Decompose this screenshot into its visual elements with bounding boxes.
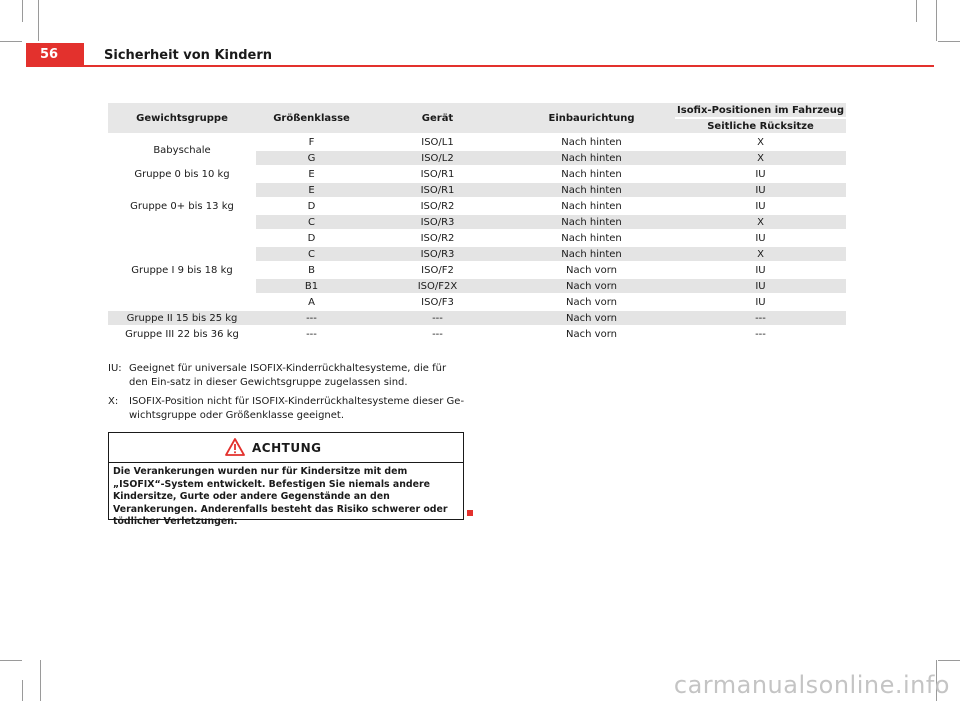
group-cell: Gruppe 0+ bis 13 kg [108, 183, 256, 229]
device-cell: ISO/R2 [367, 231, 508, 245]
warning-text: Die Verankerungen wurden nur für Kindersitze mit dem „ISOFIX“-System entwickelt. Befestigen Sie niemals andere Kindersitze, Gurte oder andere Gegenstände an den Verankerungen. Anderenfalls besteht das Risiko schwerer oder tödlicher Verletzungen. [113, 466, 448, 527]
device-cell: --- [367, 327, 508, 341]
header-isofix-positions: Isofix-Positionen im Fahrzeug [675, 103, 846, 117]
note-key: X: [108, 396, 119, 407]
direction-cell: Nach vorn [508, 295, 675, 309]
position-cell: X [675, 215, 846, 229]
size-cell: C [256, 215, 367, 229]
size-cell: B [256, 263, 367, 277]
warning-title: ACHTUNG [252, 441, 322, 455]
crop-mark [936, 0, 937, 41]
page-title: Sicherheit von Kindern [104, 48, 273, 63]
position-cell: IU [675, 167, 846, 181]
position-cell: IU [675, 263, 846, 277]
position-cell: IU [675, 295, 846, 309]
group-cell: Gruppe III 22 bis 36 kg [108, 327, 256, 341]
size-cell: --- [256, 311, 367, 325]
note-key: IU: [108, 363, 122, 374]
size-cell: D [256, 231, 367, 245]
direction-cell: Nach hinten [508, 135, 675, 149]
device-cell: ISO/F2 [367, 263, 508, 277]
device-cell: ISO/R3 [367, 247, 508, 261]
crop-mark [22, 680, 23, 701]
group-cell: Gruppe I 9 bis 18 kg [108, 231, 256, 309]
isofix-table [108, 101, 846, 343]
note-iu [108, 362, 468, 390]
note-x [108, 395, 468, 423]
position-cell: IU [675, 231, 846, 245]
device-cell: ISO/L1 [367, 135, 508, 149]
note-text: ISOFIX-Position nicht für ISOFIX-Kinderrückhaltesysteme dieser Ge-wichtsgruppe oder Größenklasse geeignet. [129, 396, 465, 421]
size-cell: F [256, 135, 367, 149]
table-row [108, 231, 846, 245]
direction-cell: Nach hinten [508, 231, 675, 245]
warning-header [109, 433, 463, 463]
table-row [108, 183, 846, 197]
header-rule [84, 65, 934, 67]
device-cell: ISO/R1 [367, 183, 508, 197]
table-row [108, 311, 846, 325]
header-size-class: Größenklasse [256, 103, 367, 133]
size-cell: G [256, 151, 367, 165]
direction-cell: Nach hinten [508, 199, 675, 213]
size-cell: B1 [256, 279, 367, 293]
group-cell: Gruppe II 15 bis 25 kg [108, 311, 256, 325]
size-cell: E [256, 183, 367, 197]
group-cell: Babyschale [108, 135, 256, 165]
direction-cell: Nach hinten [508, 247, 675, 261]
size-cell: C [256, 247, 367, 261]
size-cell: E [256, 167, 367, 181]
direction-cell: Nach vorn [508, 279, 675, 293]
position-cell: --- [675, 327, 846, 341]
crop-mark [22, 0, 23, 22]
device-cell: ISO/F3 [367, 295, 508, 309]
position-cell: IU [675, 279, 846, 293]
device-cell: ISO/F2X [367, 279, 508, 293]
crop-mark [40, 660, 41, 701]
crop-mark [38, 0, 39, 41]
watermark: carmanualsonline.info [673, 671, 950, 699]
note-text: Geeignet für universale ISOFIX-Kinderrückhaltesysteme, die für den Ein-satz in dieser Gewichtsgruppe zugelassen sind. [129, 363, 447, 388]
header-weight-group: Gewichtsgruppe [108, 103, 256, 133]
device-cell: ISO/L2 [367, 151, 508, 165]
page-number: 56 [26, 43, 84, 67]
size-cell: A [256, 295, 367, 309]
header-side-rear-seats: Seitliche Rücksitze [675, 119, 846, 133]
header-device: Gerät [367, 103, 508, 133]
direction-cell: Nach hinten [508, 167, 675, 181]
warning-box [108, 432, 464, 527]
crop-mark [916, 0, 917, 22]
position-cell: X [675, 247, 846, 261]
device-cell: --- [367, 311, 508, 325]
crop-mark [938, 41, 960, 42]
warning-triangle-icon [225, 438, 245, 456]
direction-cell: Nach vorn [508, 263, 675, 277]
crop-mark [0, 660, 22, 661]
size-cell: D [256, 199, 367, 213]
position-cell: X [675, 135, 846, 149]
position-cell: X [675, 151, 846, 165]
crop-mark [938, 660, 960, 661]
direction-cell: Nach vorn [508, 311, 675, 325]
table-row [108, 327, 846, 341]
legend-notes [108, 362, 468, 428]
crop-mark [0, 41, 22, 42]
direction-cell: Nach hinten [508, 151, 675, 165]
direction-cell: Nach hinten [508, 215, 675, 229]
device-cell: ISO/R3 [367, 215, 508, 229]
device-cell: ISO/R2 [367, 199, 508, 213]
position-cell: IU [675, 183, 846, 197]
table-row [108, 135, 846, 149]
group-cell: Gruppe 0 bis 10 kg [108, 167, 256, 181]
table-row [108, 167, 846, 181]
position-cell: IU [675, 199, 846, 213]
direction-cell: Nach hinten [508, 183, 675, 197]
header-direction: Einbaurichtung [508, 103, 675, 133]
section-end-marker [467, 510, 473, 516]
position-cell: --- [675, 311, 846, 325]
size-cell: --- [256, 327, 367, 341]
device-cell: ISO/R1 [367, 167, 508, 181]
direction-cell: Nach vorn [508, 327, 675, 341]
